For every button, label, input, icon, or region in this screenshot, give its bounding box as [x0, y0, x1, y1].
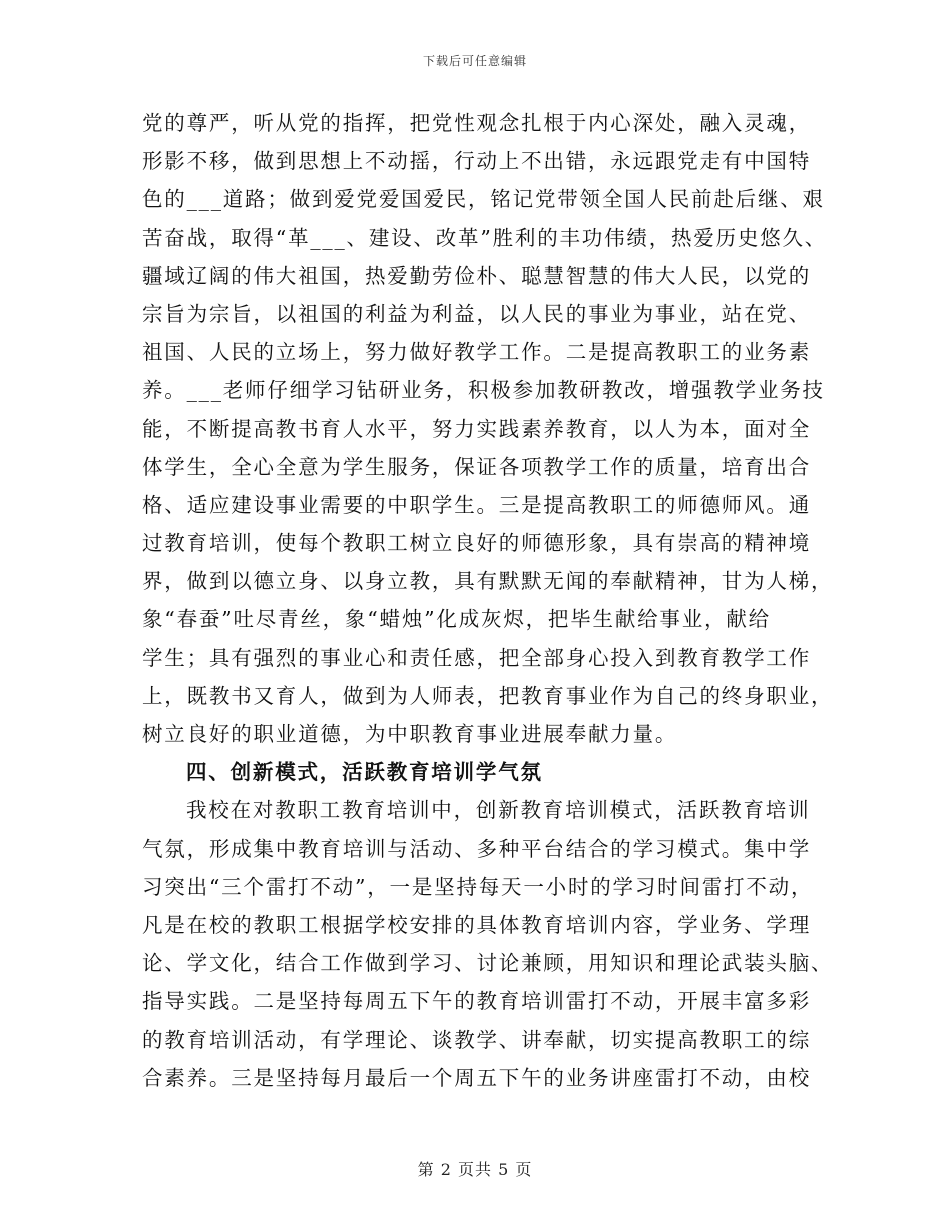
- text-line: 疆域辽阔的伟大祖国，热爱勤劳俭朴、聪慧智慧的伟大人民，以党的: [142, 263, 811, 288]
- text-line: 习突出“三个雷打不动”，一是坚持每天一小时的学习时间雷打不动，: [142, 874, 814, 899]
- text-line: 指导实践。二是坚持每周五下午的教育培训雷打不动，开展丰富多彩: [142, 989, 811, 1014]
- text-line: 宗旨为宗旨，以祖国的利益为利益，以人民的事业为事业，站在党、: [142, 301, 811, 326]
- text-line: 体学生，全心全意为学生服务，保证各项教学工作的质量，培育出合: [142, 454, 811, 479]
- text-line: 养。___老师仔细学习钻研业务，积极参加教研教改，增强教学业务技: [142, 378, 825, 403]
- text-line: 形影不移，做到思想上不动摇，行动上不出错，永远跟党走有中国特: [142, 149, 811, 174]
- text-line: 能，不断提高教书育人水平，努力实践素养教育，以人为本，面对全: [142, 416, 811, 441]
- text-line: 过教育培训，使每个教职工树立良好的师德形象，具有崇高的精神境: [142, 531, 811, 556]
- text-line: 气氛，形成集中教育培训与活动、多种平台结合的学习模式。集中学: [142, 836, 811, 861]
- text-line: 界，做到以德立身、以身立教，具有默默无闻的奉献精神，甘为人梯，: [142, 569, 834, 594]
- text-line: 的教育培训活动，有学理论、谈教学、讲奉献，切实提高教职工的综: [142, 1027, 811, 1052]
- text-line: 格、适应建设事业需要的中职学生。三是提高教职工的师德师风。通: [142, 492, 811, 517]
- text-line: 上，既教书又育人，做到为人师表，把教育事业作为自己的终身职业，: [142, 683, 834, 708]
- page-number: 第 2 页共 5 页: [417, 1160, 533, 1179]
- text-line: 苦奋战，取得“革___、建设、改革”胜利的丰功伟绩，热爱历史悠久、: [142, 225, 828, 250]
- page-header: 下载后可任意编辑: [422, 54, 527, 68]
- document-body: [142, 104, 834, 1097]
- text-line: 论、学文化，结合工作做到学习、讨论兼顾，用知识和理论武装头脑、: [142, 951, 834, 976]
- text-line: 合素养。三是坚持每月最后一个周五下午的业务讲座雷打不动，由校: [142, 1065, 811, 1090]
- text-line: 树立良好的职业道德，为中职教育事业进展奉献力量。: [142, 722, 678, 746]
- section-heading: 四、创新模式，活跃教育培训学气氛: [186, 760, 543, 785]
- text-line: 象“春蚕”吐尽青丝，象“蜡烛”化成灰烬，把毕生献给事业，献给: [142, 607, 771, 632]
- text-line: 学生；具有强烈的事业心和责任感，把全部身心投入到教育教学工作: [142, 645, 811, 670]
- text-line: 色的___道路；做到爱党爱国爱民，铭记党带领全国人民前赴后继、艰: [142, 187, 825, 212]
- paragraph-first-line: 我校在对教职工教育培训中，创新教育培训模式，活跃教育培训: [186, 798, 811, 823]
- text-line: 凡是在校的教职工根据学校安排的具体教育培训内容，学业务、学理: [142, 912, 811, 937]
- text-line: 党的尊严，听从党的指挥，把党性观念扎根于内心深处，融入灵魂，: [142, 111, 811, 135]
- text-line: 祖国、人民的立场上，努力做好教学工作。二是提高教职工的业务素: [142, 340, 811, 365]
